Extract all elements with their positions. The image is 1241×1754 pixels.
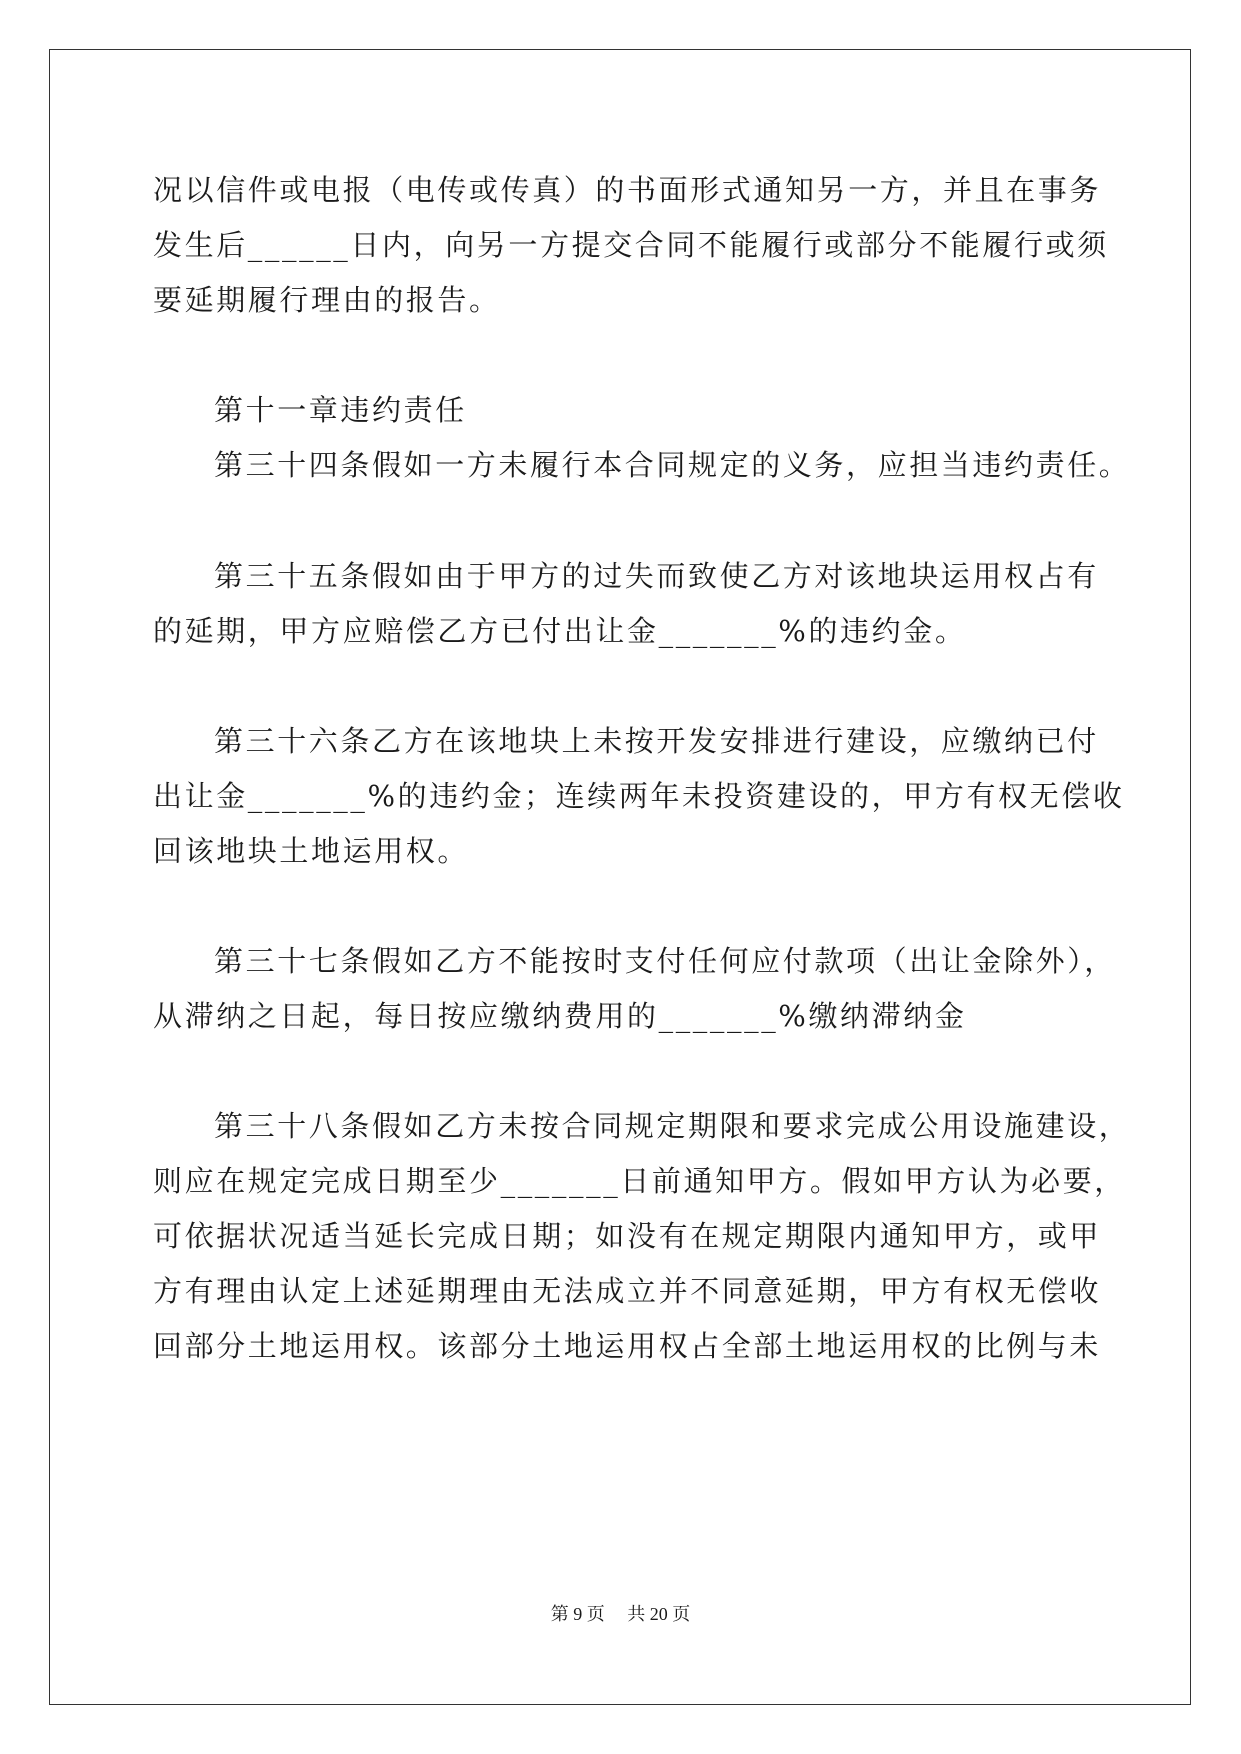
text-line: 出让金_______%的违约金；连续两年未投资建设的，甲方有权无偿收 [153,779,1125,813]
text-line: 况以信件或电报（电传或传真）的书面形式通知另一方，并且在事务 [153,173,1102,207]
text-line: 从滞纳之日起，每日按应缴纳费用的_______%缴纳滞纳金 [153,999,967,1033]
text-line: 的延期，甲方应赔偿乙方已付出让金_______%的违约金。 [153,614,967,648]
text-line: 发生后______日内，向另一方提交合同不能履行或部分不能履行或须 [153,228,1109,262]
text-line: 要延期履行理由的报告。 [153,283,501,317]
text-line: 第三十七条假如乙方不能按时支付任何应付款项（出让金除外）， [214,944,1116,978]
text-line: 则应在规定完成日期至少_______日前通知甲方。假如甲方认为必要， [153,1164,1126,1198]
page-number-footer: 第 9 页 共 20 页 [550,1604,691,1624]
text-line: 第三十六条乙方在该地块上未按开发安排进行建设，应缴纳已付 [214,724,1099,758]
text-line: 第三十八条假如乙方未按合同规定期限和要求完成公用设施建设， [214,1109,1131,1143]
text-line: 第三十五条假如由于甲方的过失而致使乙方对该地块运用权占有 [214,559,1099,593]
chapter-heading: 第十一章违约责任 [214,393,467,427]
text-line: 回该地块土地运用权。 [153,834,470,868]
text-line: 回部分土地运用权。该部分土地运用权占全部土地运用权的比例与未 [153,1329,1102,1363]
text-line: 方有理由认定上述延期理由无法成立并不同意延期，甲方有权无偿收 [153,1274,1102,1308]
text-line: 可依据状况适当延长完成日期；如没有在规定期限内通知甲方，或甲 [153,1219,1102,1253]
text-line: 第三十四条假如一方未履行本合同规定的义务，应担当违约责任。 [214,448,1131,482]
